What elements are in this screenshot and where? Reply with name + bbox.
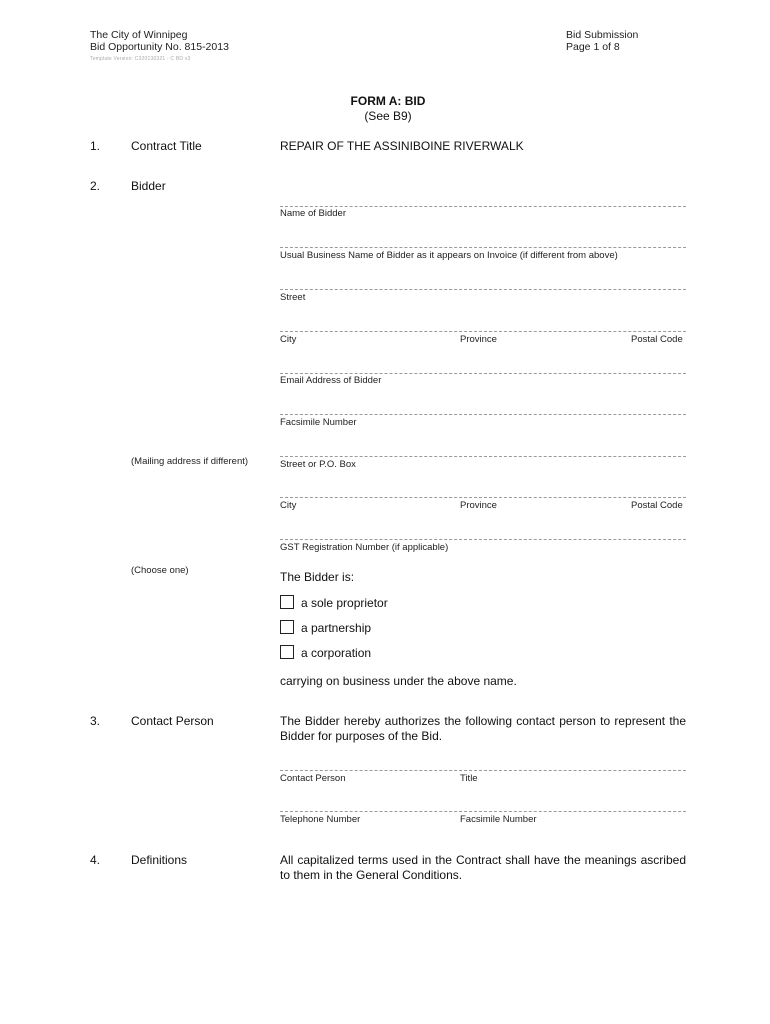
contact-authorization-text: The Bidder hereby authorizes the following contact person to represent the Bidder for purposes of the Bid. xyxy=(280,714,686,743)
fax-label: Facsimile Number xyxy=(280,417,357,428)
section-2-label: Bidder xyxy=(131,179,166,193)
mailing-province-label: Province xyxy=(460,500,497,511)
mailing-street-line[interactable] xyxy=(280,456,686,457)
section-1-number: 1. xyxy=(90,139,101,153)
section-3-number: 3. xyxy=(90,714,101,728)
name-of-bidder-label: Name of Bidder xyxy=(280,208,347,219)
sole-proprietor-checkbox[interactable] xyxy=(280,595,294,609)
email-label: Email Address of Bidder xyxy=(280,375,382,386)
corporation-label: a corporation xyxy=(301,646,372,660)
bidder-is-label: The Bidder is: xyxy=(280,570,355,584)
gst-line[interactable] xyxy=(280,539,686,540)
partnership-checkbox[interactable] xyxy=(280,620,294,634)
street-label: Street xyxy=(280,292,306,303)
carrying-on-business-text: carrying on business under the above name. xyxy=(280,674,517,688)
header-org: The City of Winnipeg xyxy=(90,29,188,41)
header-page-number: Page 1 of 8 xyxy=(566,41,620,53)
contact-title-label: Title xyxy=(460,773,478,784)
email-line[interactable] xyxy=(280,373,686,374)
mailing-city-line[interactable] xyxy=(280,497,686,498)
corporation-checkbox[interactable] xyxy=(280,645,294,659)
mailing-street-label: Street or P.O. Box xyxy=(280,459,356,470)
street-line[interactable] xyxy=(280,289,686,290)
mailing-postal-code-label: Postal Code xyxy=(631,500,683,511)
header-doc-type: Bid Submission xyxy=(566,29,639,41)
definitions-text: All capitalized terms used in the Contract shall have the meanings ascribed to them in the General Conditions. xyxy=(280,853,686,882)
template-version: Template Version: C320130321 - C BD v3 xyxy=(90,56,191,62)
postal-code-label: Postal Code xyxy=(631,334,683,345)
telephone-label: Telephone Number xyxy=(280,814,361,825)
choose-one-note: (Choose one) xyxy=(131,565,189,576)
contact-person-label: Contact Person xyxy=(280,773,346,784)
mailing-address-note: (Mailing address if different) xyxy=(131,456,249,467)
form-title: FORM A: BID xyxy=(350,94,426,108)
telephone-line[interactable] xyxy=(280,811,686,812)
section-1-label: Contract Title xyxy=(131,139,202,153)
section-3-label: Contact Person xyxy=(131,714,214,728)
province-label: Province xyxy=(460,334,497,345)
partnership-label: a partnership xyxy=(301,621,372,635)
header-bid-number: Bid Opportunity No. 815-2013 xyxy=(90,41,229,53)
gst-label: GST Registration Number (if applicable) xyxy=(280,542,449,553)
contract-title-value: REPAIR OF THE ASSINIBOINE RIVERWALK xyxy=(280,139,524,153)
sole-proprietor-label: a sole proprietor xyxy=(301,596,388,610)
usual-name-label: Usual Business Name of Bidder as it appears on Invoice (if different from above) xyxy=(280,250,618,261)
form-subtitle: (See B9) xyxy=(364,109,412,123)
city-line[interactable] xyxy=(280,331,686,332)
mailing-city-label: City xyxy=(280,500,297,511)
section-2-number: 2. xyxy=(90,179,101,193)
section-4-number: 4. xyxy=(90,853,101,867)
usual-name-line[interactable] xyxy=(280,247,686,248)
name-of-bidder-line[interactable] xyxy=(280,206,686,207)
contact-person-line[interactable] xyxy=(280,770,686,771)
city-label: City xyxy=(280,334,297,345)
fax-line[interactable] xyxy=(280,414,686,415)
contact-fax-label: Facsimile Number xyxy=(460,814,537,825)
section-4-label: Definitions xyxy=(131,853,188,867)
